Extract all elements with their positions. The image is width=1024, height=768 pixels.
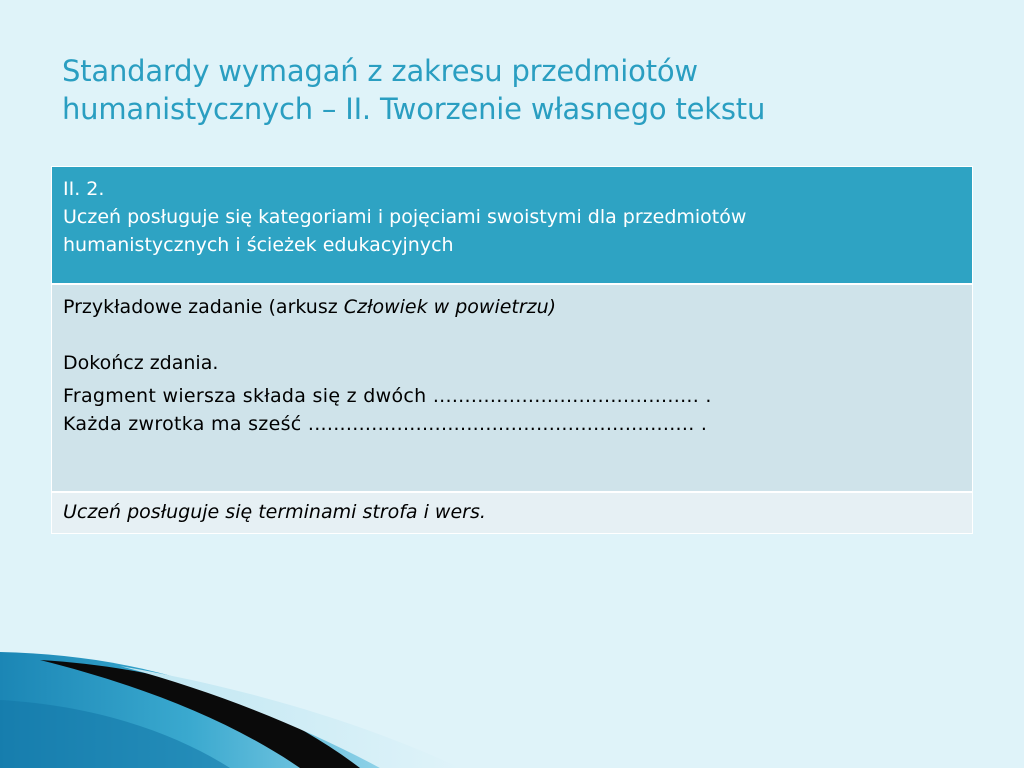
skill-description: Uczeń posługuje się terminami strofa i wers. xyxy=(63,501,486,523)
task-sentence-1: Fragment wiersza składa się z dwóch .......................................... . xyxy=(63,385,712,407)
slide-title-line-2: humanistycznych – II. Tworzenie własnego tekstu xyxy=(62,92,766,126)
standard-number: II. 2. xyxy=(63,178,105,200)
standard-text-line-2: humanistycznych i ścieżek edukacyjnych xyxy=(63,234,454,256)
slide-title-line-1: Standardy wymagań z zakresu przedmiotów xyxy=(62,54,698,88)
table-header-row xyxy=(52,167,972,285)
example-task-prefix: Przykładowe zadanie (arkusz xyxy=(63,296,344,318)
example-task-sheet-title: Człowiek w powietrzu) xyxy=(343,296,557,318)
task-sentence-2: Każda zwrotka ma sześć ............................................................. . xyxy=(63,413,708,435)
row-spacer xyxy=(63,321,961,349)
table-example-row xyxy=(52,285,972,493)
example-task-label xyxy=(63,293,961,321)
slide-title xyxy=(62,52,962,128)
table-footer-row xyxy=(52,493,972,533)
standard-text-line-1: Uczeń posługuje się kategoriami i pojęciami swoistymi dla przedmiotów xyxy=(63,206,747,228)
task-instruction: Dokończ zdania. xyxy=(63,352,219,374)
standards-table xyxy=(51,166,973,534)
